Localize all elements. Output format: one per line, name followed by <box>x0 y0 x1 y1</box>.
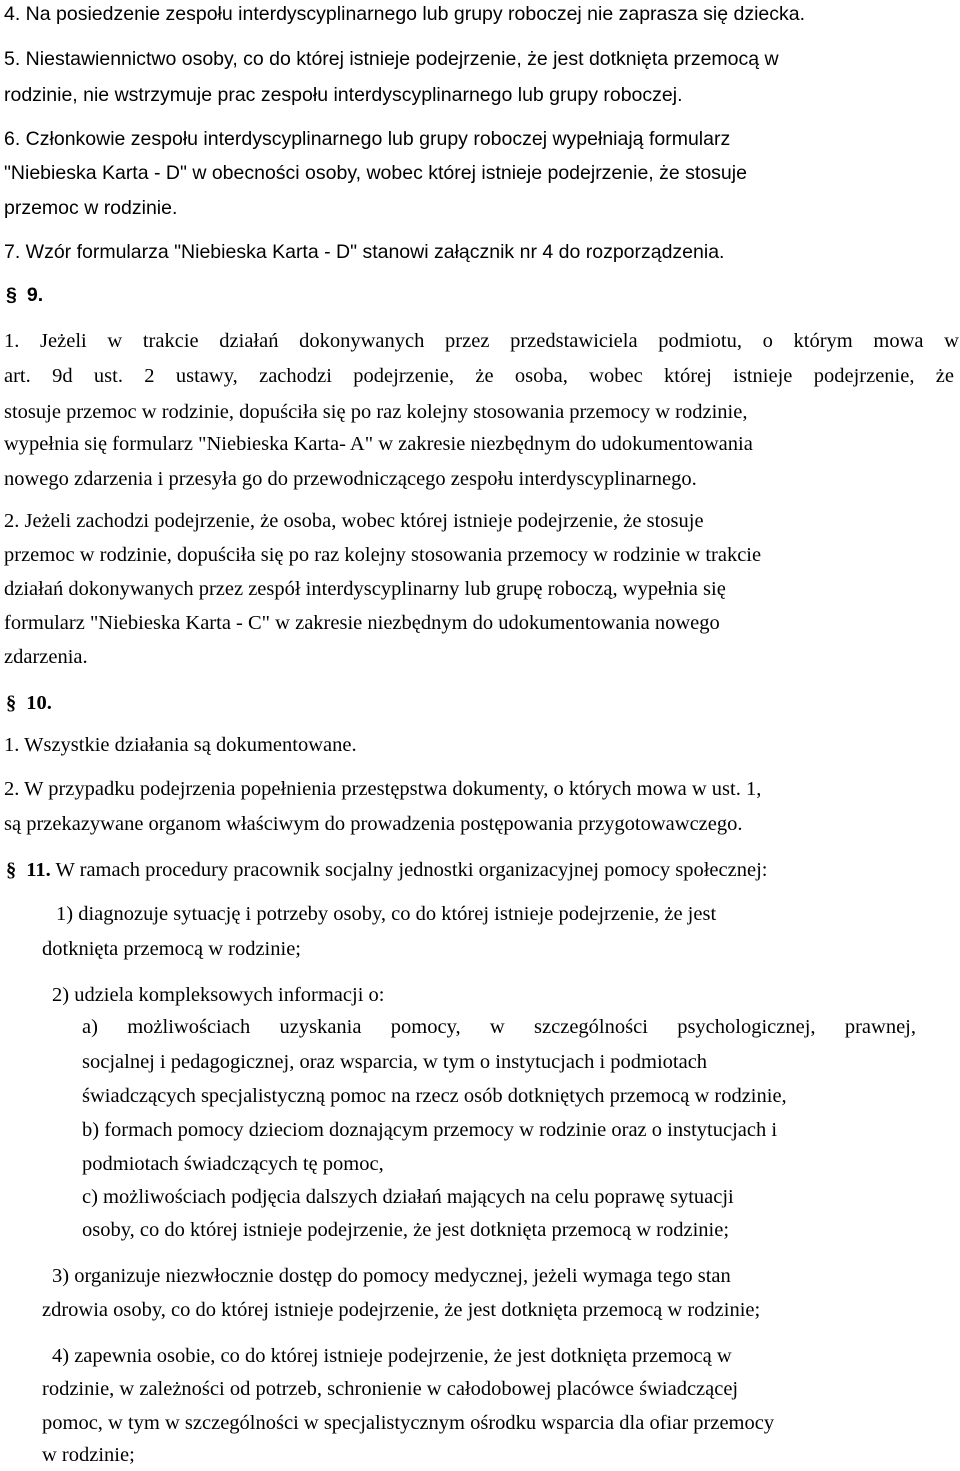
section-9-point-2-line-2: przemoc w rodzinie, dopuściła się po raz kolejny stosowania przemocy w rodzinie w trakcie <box>4 544 762 566</box>
section-11-item-2a-line-3: świadczących specjalistyczną pomoc na rzecz osób dotkniętych przemocą w rodzinie, <box>82 1085 787 1107</box>
paragraph-6-line-2: "Niebieska Karta - D" w obecności osoby, wobec której istnieje podejrzenie, że stosuje <box>4 162 747 184</box>
paragraph-7-line-1: 7. Wzór formularza "Niebieska Karta - D" stanowi załącznik nr 4 do rozporządzenia. <box>4 241 725 263</box>
section-9-point-1-line-4: wypełnia się formularz "Niebieska Karta- A" w zakresie niezbędnym do udokumentowania <box>4 433 753 455</box>
section-9-point-1-line-2: art. 9d ust. 2 ustawy, zachodzi podejrzenie, że osoba, wobec której istnieje podejrzenie, że <box>4 365 954 387</box>
section-11-item-2b-line-1: b) formach pomocy dzieciom doznającym przemocy w rodzinie oraz o instytucjach i <box>82 1119 778 1141</box>
section-11-item-2a-line-2: socjalnej i pedagogicznej, oraz wsparcia, w tym o instytucjach i podmiotach <box>82 1051 708 1073</box>
section-9-point-2-line-3: działań dokonywanych przez zespół interdyscyplinarny lub grupę roboczą, wypełnia się <box>4 578 726 600</box>
section-9-heading <box>6 281 43 309</box>
section-9-point-2-line-4: formularz "Niebieska Karta - C" w zakresie niezbędnym do udokumentowania nowego <box>4 612 720 634</box>
section-10-number: 10. <box>26 692 52 714</box>
section-11-item-2b-line-2: podmiotach świadczących tę pomoc, <box>82 1153 384 1175</box>
section-11-intro: W ramach procedury pracownik socjalny jednostki organizacyjnej pomocy społecznej: <box>55 859 768 881</box>
paragraph-6-line-3: przemoc w rodzinie. <box>4 197 178 219</box>
paragraph-5-line-1: 5. Niestawiennictwo osoby, co do której istnieje podejrzenie, że jest dotknięta przemocą w <box>4 48 779 70</box>
section-11-item-4-line-3: pomoc, w tym w szczególności w specjalistycznym ośrodku wsparcia dla ofiar przemocy <box>42 1412 775 1434</box>
section-11-item-3-line-1: 3) organizuje niezwłocznie dostęp do pomocy medycznej, jeżeli wymaga tego stan <box>52 1265 731 1287</box>
section-9-point-1-line-3: stosuje przemoc w rodzinie, dopuściła się po raz kolejny stosowania przemocy w rodzinie, <box>4 401 748 423</box>
section-11-item-1-line-1: 1) diagnozuje sytuację i potrzeby osoby, co do której istnieje podejrzenie, że jest <box>56 903 717 925</box>
paragraph-6-line-1: 6. Członkowie zespołu interdyscyplinarnego lub grupy roboczej wypełniają formularz <box>4 128 731 150</box>
section-symbol: § <box>6 284 17 306</box>
paragraph-4-line-1: 4. Na posiedzenie zespołu interdyscyplinarnego lub grupy roboczej nie zaprasza się dziecka. <box>4 3 806 25</box>
section-symbol: § <box>6 859 17 881</box>
paragraph-5-line-2: rodzinie, nie wstrzymuje prac zespołu interdyscyplinarnego lub grupy roboczej. <box>4 84 683 106</box>
section-11-item-4-line-4: w rodzinie; <box>42 1444 135 1466</box>
section-11-item-2c-line-1: c) możliwościach podjęcia dalszych działań mających na celu poprawę sytuacji <box>82 1186 734 1208</box>
section-11-heading <box>6 856 767 884</box>
section-9-point-2-line-5: zdarzenia. <box>4 646 88 668</box>
section-9-point-1-line-1: 1. Jeżeli w trakcie działań dokonywanych przez przedstawiciela podmiotu, o którym mowa w <box>4 330 959 352</box>
section-10-heading <box>6 689 52 717</box>
section-11-item-4-line-2: rodzinie, w zależności od potrzeb, schronienie w całodobowej placówce świadczącej <box>42 1378 739 1400</box>
section-9-point-2-line-1: 2. Jeżeli zachodzi podejrzenie, że osoba, wobec której istnieje podejrzenie, że stosuje <box>4 510 704 532</box>
section-11-item-2c-line-2: osoby, co do której istnieje podejrzenie, że jest dotknięta przemocą w rodzinie; <box>82 1219 730 1241</box>
section-11-item-3-line-2: zdrowia osoby, co do której istnieje podejrzenie, że jest dotknięta przemocą w rodzinie; <box>42 1299 761 1321</box>
section-10-point-2-line-1: 2. W przypadku podejrzenia popełnienia przestępstwa dokumenty, o których mowa w ust. 1, <box>4 778 762 800</box>
section-10-point-1-line-1: 1. Wszystkie działania są dokumentowane. <box>4 734 357 756</box>
section-11-item-4-line-1: 4) zapewnia osobie, co do której istnieje podejrzenie, że jest dotknięta przemocą w <box>52 1345 732 1367</box>
section-9-number: 9. <box>26 284 44 306</box>
section-9-point-1-line-5: nowego zdarzenia i przesyła go do przewodniczącego zespołu interdyscyplinarnego. <box>4 468 697 490</box>
section-11-item-2a-line-1: a) możliwościach uzyskania pomocy, w szczególności psychologicznej, prawnej, <box>82 1016 916 1038</box>
section-10-point-2-line-2: są przekazywane organom właściwym do prowadzenia postępowania przygotowawczego. <box>4 813 743 835</box>
section-11-number: 11. <box>26 859 51 881</box>
section-11-item-2-line-1: 2) udziela kompleksowych informacji o: <box>52 984 385 1006</box>
section-11-item-1-line-2: dotknięta przemocą w rodzinie; <box>42 938 301 960</box>
section-symbol: § <box>6 692 17 714</box>
